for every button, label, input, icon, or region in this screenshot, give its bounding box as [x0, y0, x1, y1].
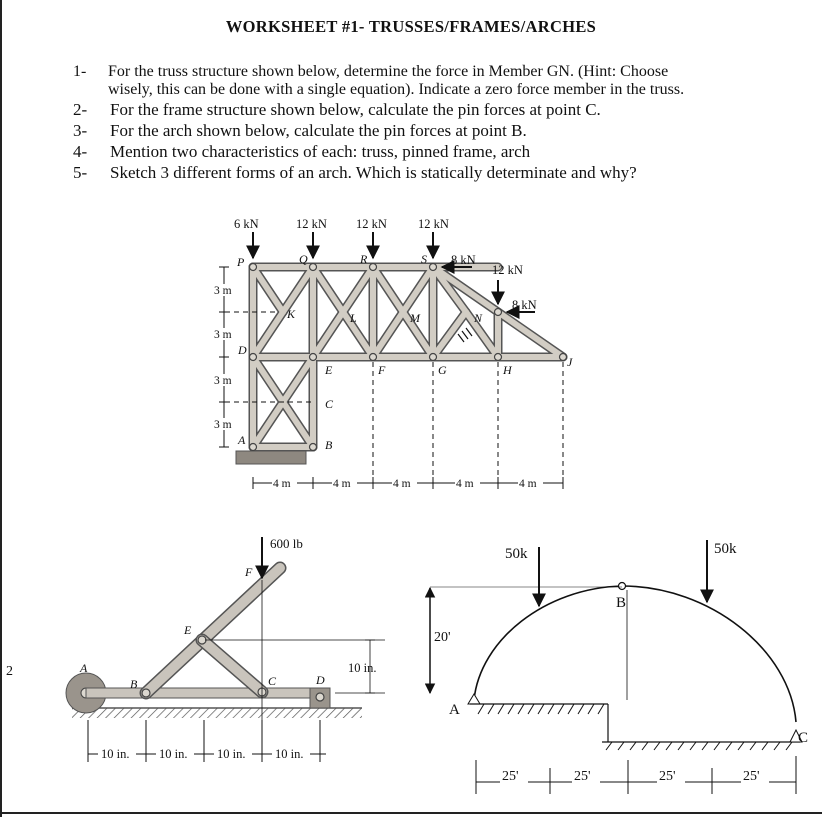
arch-load-left: 50k [505, 546, 528, 562]
truss-node-s: S [421, 252, 427, 266]
arch-support-a [468, 694, 480, 704]
truss-node-j: J [567, 355, 573, 369]
truss-load-n-side: 8 kN [512, 298, 537, 312]
question-1-number: 1- [73, 63, 87, 80]
truss-node-p: P [237, 255, 245, 269]
truss-node-r: R [360, 252, 368, 266]
arch-curve [474, 586, 796, 722]
frame-height-label: 10 in. [348, 661, 377, 675]
page-title: WORKSHEET #1- TRUSSES/FRAMES/ARCHES [225, 17, 597, 36]
frame-span-1: 10 in. [101, 747, 130, 761]
truss-load-s: 12 kN [418, 217, 449, 231]
question-1-line-1: For the truss structure shown below, determine the force in Member GN. (Hint: Choose [108, 63, 669, 80]
margin-mark: 2 [6, 664, 13, 679]
truss-height-3: 3 m [214, 375, 232, 387]
truss-load-s-side: 8 kN [451, 253, 476, 267]
arch-span-4: 25' [743, 769, 760, 784]
question-1-line-2: wisely, this can be done with a single equation). Indicate a zero force member in the truss. [108, 81, 685, 98]
question-3-text: For the arch shown below, calculate the pin forces at point B. [110, 121, 527, 140]
question-2-text: For the frame structure shown below, calculate the pin forces at point C. [110, 100, 601, 119]
arch-label-a: A [449, 702, 460, 718]
frame-diagram [66, 536, 385, 762]
frame-label-a: A [80, 661, 88, 675]
frame-span-4: 10 in. [275, 747, 304, 761]
truss-load-n-top: 12 kN [492, 263, 523, 277]
arch-pin-b [619, 583, 626, 590]
truss-height-4: 3 m [214, 419, 232, 431]
truss-height-1: 3 m [214, 285, 232, 297]
truss-node-l: L [350, 311, 357, 325]
truss-node-g: G [438, 363, 447, 377]
frame-label-f: F [245, 565, 253, 579]
arch-span-2: 25' [574, 769, 591, 784]
arch-diagram [430, 540, 808, 794]
truss-load-q: 12 kN [296, 217, 327, 231]
question-2-number: 2- [73, 100, 88, 119]
frame-ground [72, 708, 362, 718]
arch-span-3: 25' [659, 769, 676, 784]
truss-node-a: A [238, 433, 246, 447]
truss-node-d: D [238, 343, 247, 357]
arch-rise-label: 20' [434, 630, 451, 645]
frame-label-b: B [130, 677, 138, 691]
frame-link-ec [202, 640, 262, 692]
question-4-text: Mention two characteristics of each: truss, pinned frame, arch [110, 142, 531, 161]
question-5-text: Sketch 3 different forms of an arch. Which is statically determinate and why? [110, 163, 637, 182]
arch-span-1: 25' [502, 769, 519, 784]
frame-label-d: D [316, 673, 325, 687]
truss-diagram [213, 217, 573, 490]
question-4-number: 4- [73, 142, 88, 161]
truss-node-e: E [325, 363, 333, 377]
truss-node-b: B [325, 438, 333, 452]
question-3-number: 3- [73, 121, 88, 140]
frame-load-label: 600 lb [270, 536, 303, 551]
frame-span-2: 10 in. [159, 747, 188, 761]
frame-base-bar [86, 688, 330, 698]
truss-load-r: 12 kN [356, 217, 387, 231]
frame-label-e: E [184, 623, 192, 637]
truss-node-n: N [474, 311, 483, 325]
frame-diagonal-bf [146, 568, 280, 693]
truss-node-c: C [325, 397, 334, 411]
truss-span-2: 4 m [333, 478, 351, 490]
question-5-number: 5- [73, 163, 88, 182]
truss-member-gn-mark [458, 328, 472, 342]
truss-span-5: 4 m [519, 478, 537, 490]
truss-span-4: 4 m [456, 478, 474, 490]
truss-node-f: F [378, 363, 386, 377]
truss-node-q: Q [299, 252, 308, 266]
truss-node-h: H [503, 363, 512, 377]
truss-node-k: K [287, 307, 296, 321]
truss-ground [236, 451, 306, 464]
arch-load-right: 50k [714, 541, 737, 557]
truss-height-2: 3 m [214, 329, 232, 341]
truss-load-p: 6 kN [234, 217, 259, 231]
truss-span-3: 4 m [393, 478, 411, 490]
frame-span-3: 10 in. [217, 747, 246, 761]
truss-node-m: M [410, 311, 420, 325]
arch-label-c: C [798, 730, 809, 746]
truss-span-1: 4 m [273, 478, 291, 490]
arch-label-b: B [616, 595, 627, 611]
frame-label-c: C [268, 674, 277, 688]
